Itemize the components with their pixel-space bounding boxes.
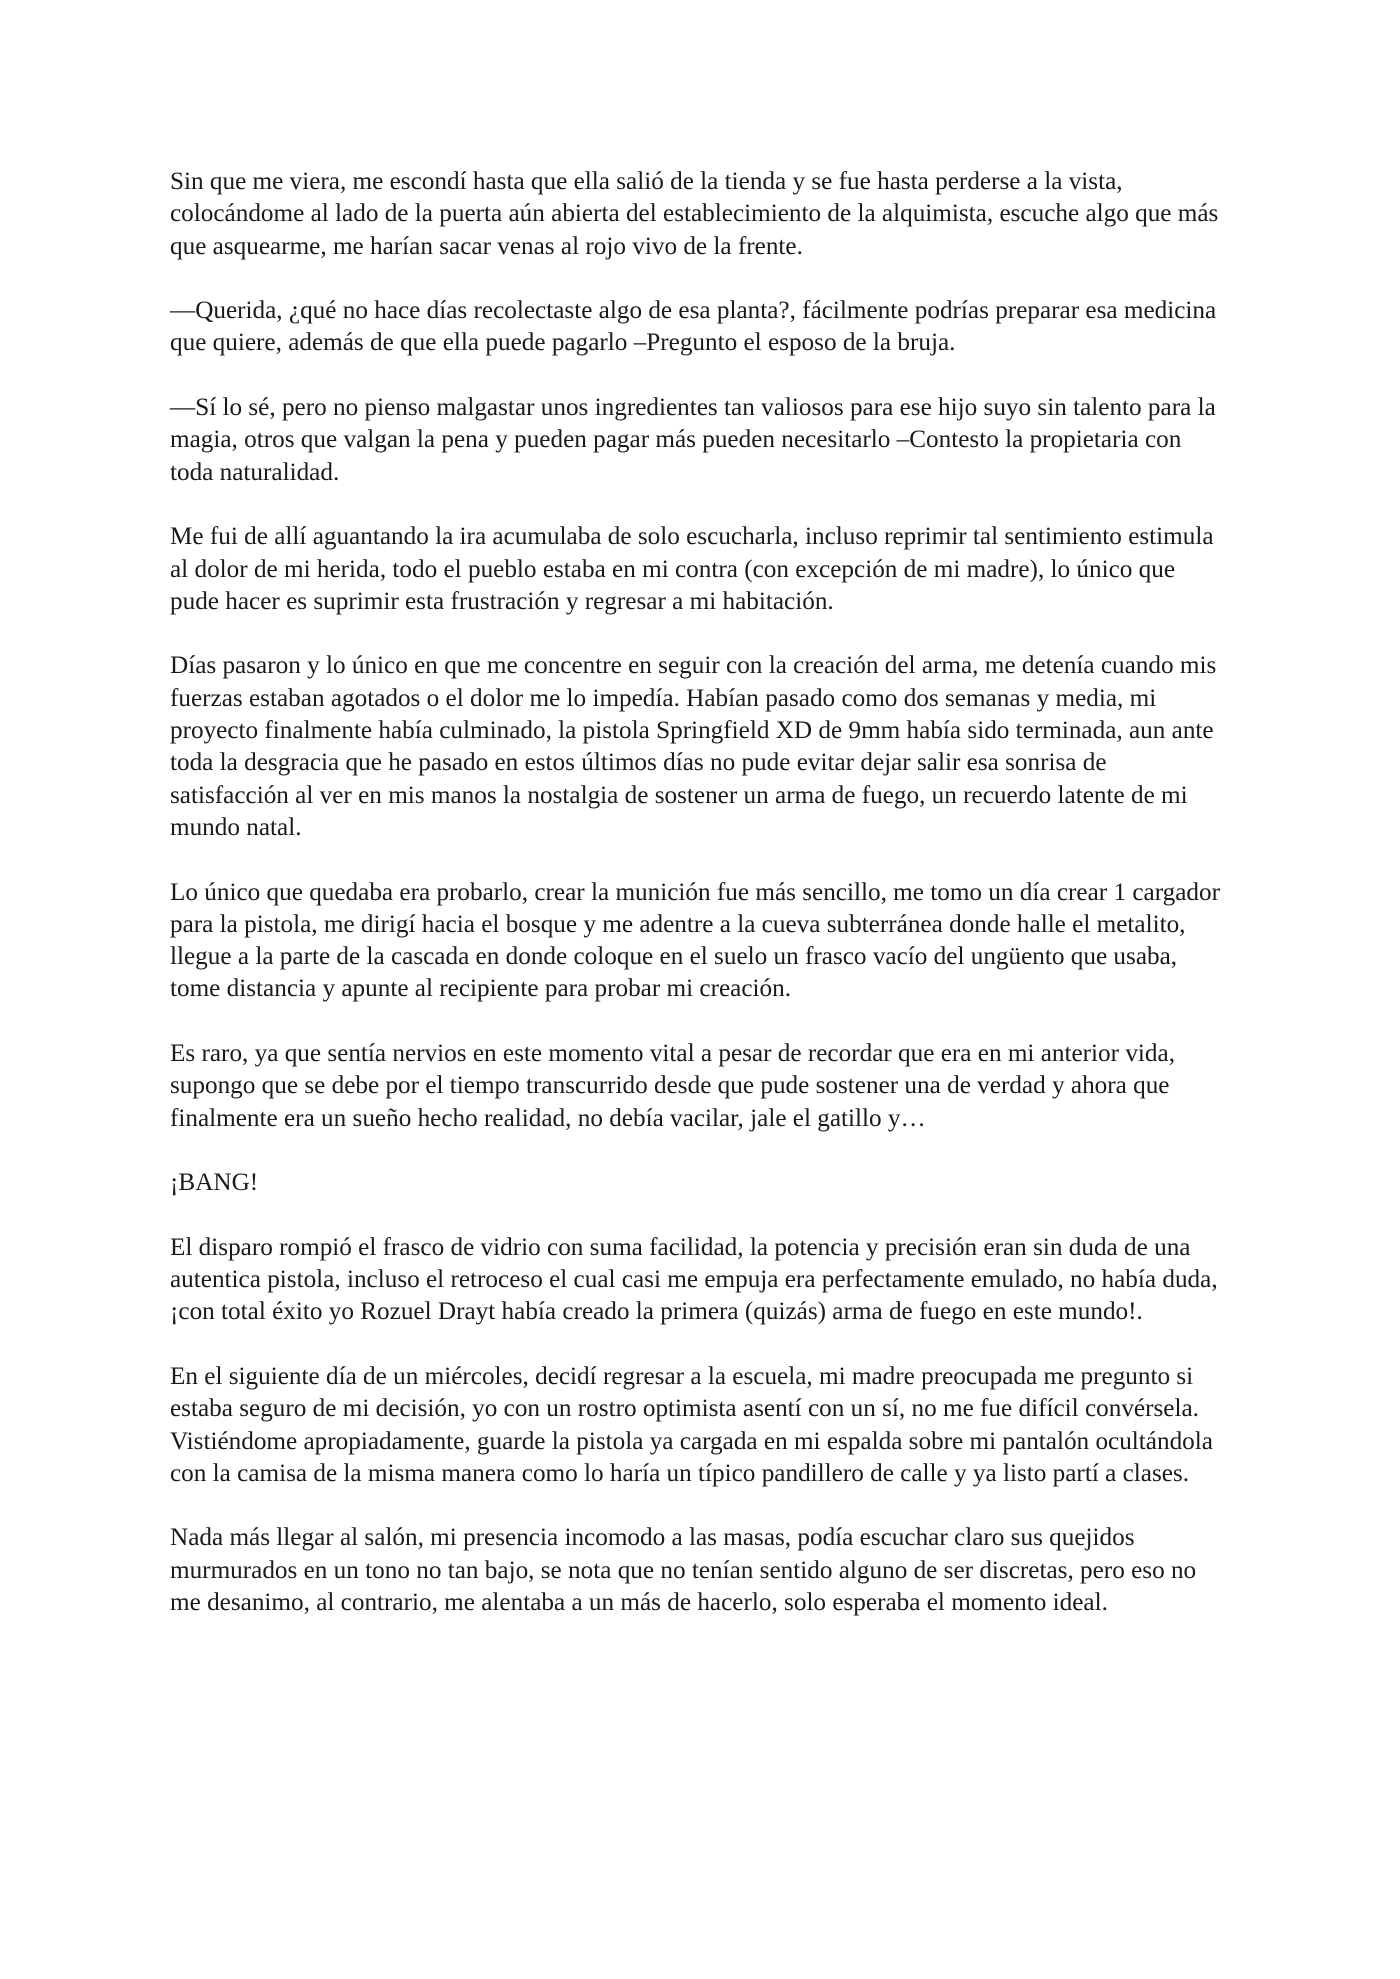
paragraph: Sin que me viera, me escondí hasta que ella salió de la tienda y se fue hasta perderse a la vista, colocándome al lado de la puerta aún abierta del establecimiento de la alquimista, escuche algo que más que asquearme, me harían sacar venas al rojo vivo de la frente. [170,168,1219,260]
paragraph-exclamation: ¡BANG! [170,1169,259,1197]
paragraph: —Querida, ¿qué no hace días recolectaste algo de esa planta?, fácilmente podrías preparar esa medicina que quiere, además de que ella puede pagarlo –Pregunto el esposo de la bruja. [170,297,1217,357]
paragraph: Días pasaron y lo único en que me concentre en seguir con la creación del arma, me detenía cuando mis fuerzas estaban agotados o el dolor me lo impedía. Habían pasado como dos semanas y media, mi proyecto finalmente había culminado, la pistola Springfield XD de 9mm había sido terminada, aun ante toda la desgracia que he pasado en estos últimos días no pude evitar dejar salir esa sonrisa de satisfacción al ver en mis manos la nostalgia de sostener un arma de fuego, un recuerdo latente de mi mundo natal. [170,652,1217,841]
paragraph: Es raro, ya que sentía nervios en este momento vital a pesar de recordar que era en mi anterior vida, supongo que se debe por el tiempo transcurrido desde que pude sostener una de verdad y ahora que finalmente era un sueño hecho realidad, no debía vacilar, jale el gatillo y… [170,1040,1175,1132]
document-body [170,166,1230,1619]
paragraph: El disparo rompió el frasco de vidrio con suma facilidad, la potencia y precisión eran sin duda de una autentica pistola, incluso el retroceso el cual casi me empuja era perfectamente emulado, no había duda, ¡con total éxito yo Rozuel Drayt había creado la primera (quizás) arma de fuego en este mundo!. [170,1233,1218,1326]
paragraph: Me fui de allí aguantando la ira acumulaba de solo escucharla, incluso reprimir tal sentimiento estimula al dolor de mi herida, todo el pueblo estaba en mi contra (con excepción de mi madre), lo único que pude hacer es suprimir esta frustración y regresar a mi habitación. [170,523,1214,615]
paragraph: En el siguiente día de un miércoles, decidí regresar a la escuela, mi madre preocupada me pregunto si estaba seguro de mi decisión, yo con un rostro optimista asentí con un sí, no me fue difícil convérsela. Vistiéndome apropiadamente, guarde la pistola ya cargada en mi espalda sobre mi pantalón ocultándola con la camisa de la misma manera como lo haría un típico pandillero de calle y ya listo partí a clases. [170,1362,1213,1487]
paragraph: Lo único que quedaba era probarlo, crear la munición fue más sencillo, me tomo un día crear 1 cargador para la pistola, me dirigí hacia el bosque y me adentre a la cueva subterránea donde halle el metalito, llegue a la parte de la cascada en donde coloque en el suelo un frasco vacío del ungüento que usaba, tome distancia y apunte al recipiente para probar mi creación. [170,878,1220,1003]
paragraph: —Sí lo sé, pero no pienso malgastar unos ingredientes tan valiosos para ese hijo suyo sin talento para la magia, otros que valgan la pena y pueden pagar más pueden necesitarlo –Contesto la propietaria con toda naturalidad. [170,394,1216,486]
paragraph: Nada más llegar al salón, mi presencia incomodo a las masas, podía escuchar claro sus quejidos murmurados en un tono no tan bajo, se nota que no tenían sentido alguno de ser discretas, pero eso no me desanimo, al contrario, me alentaba a un más de hacerlo, solo esperaba el momento ideal. [170,1524,1197,1617]
